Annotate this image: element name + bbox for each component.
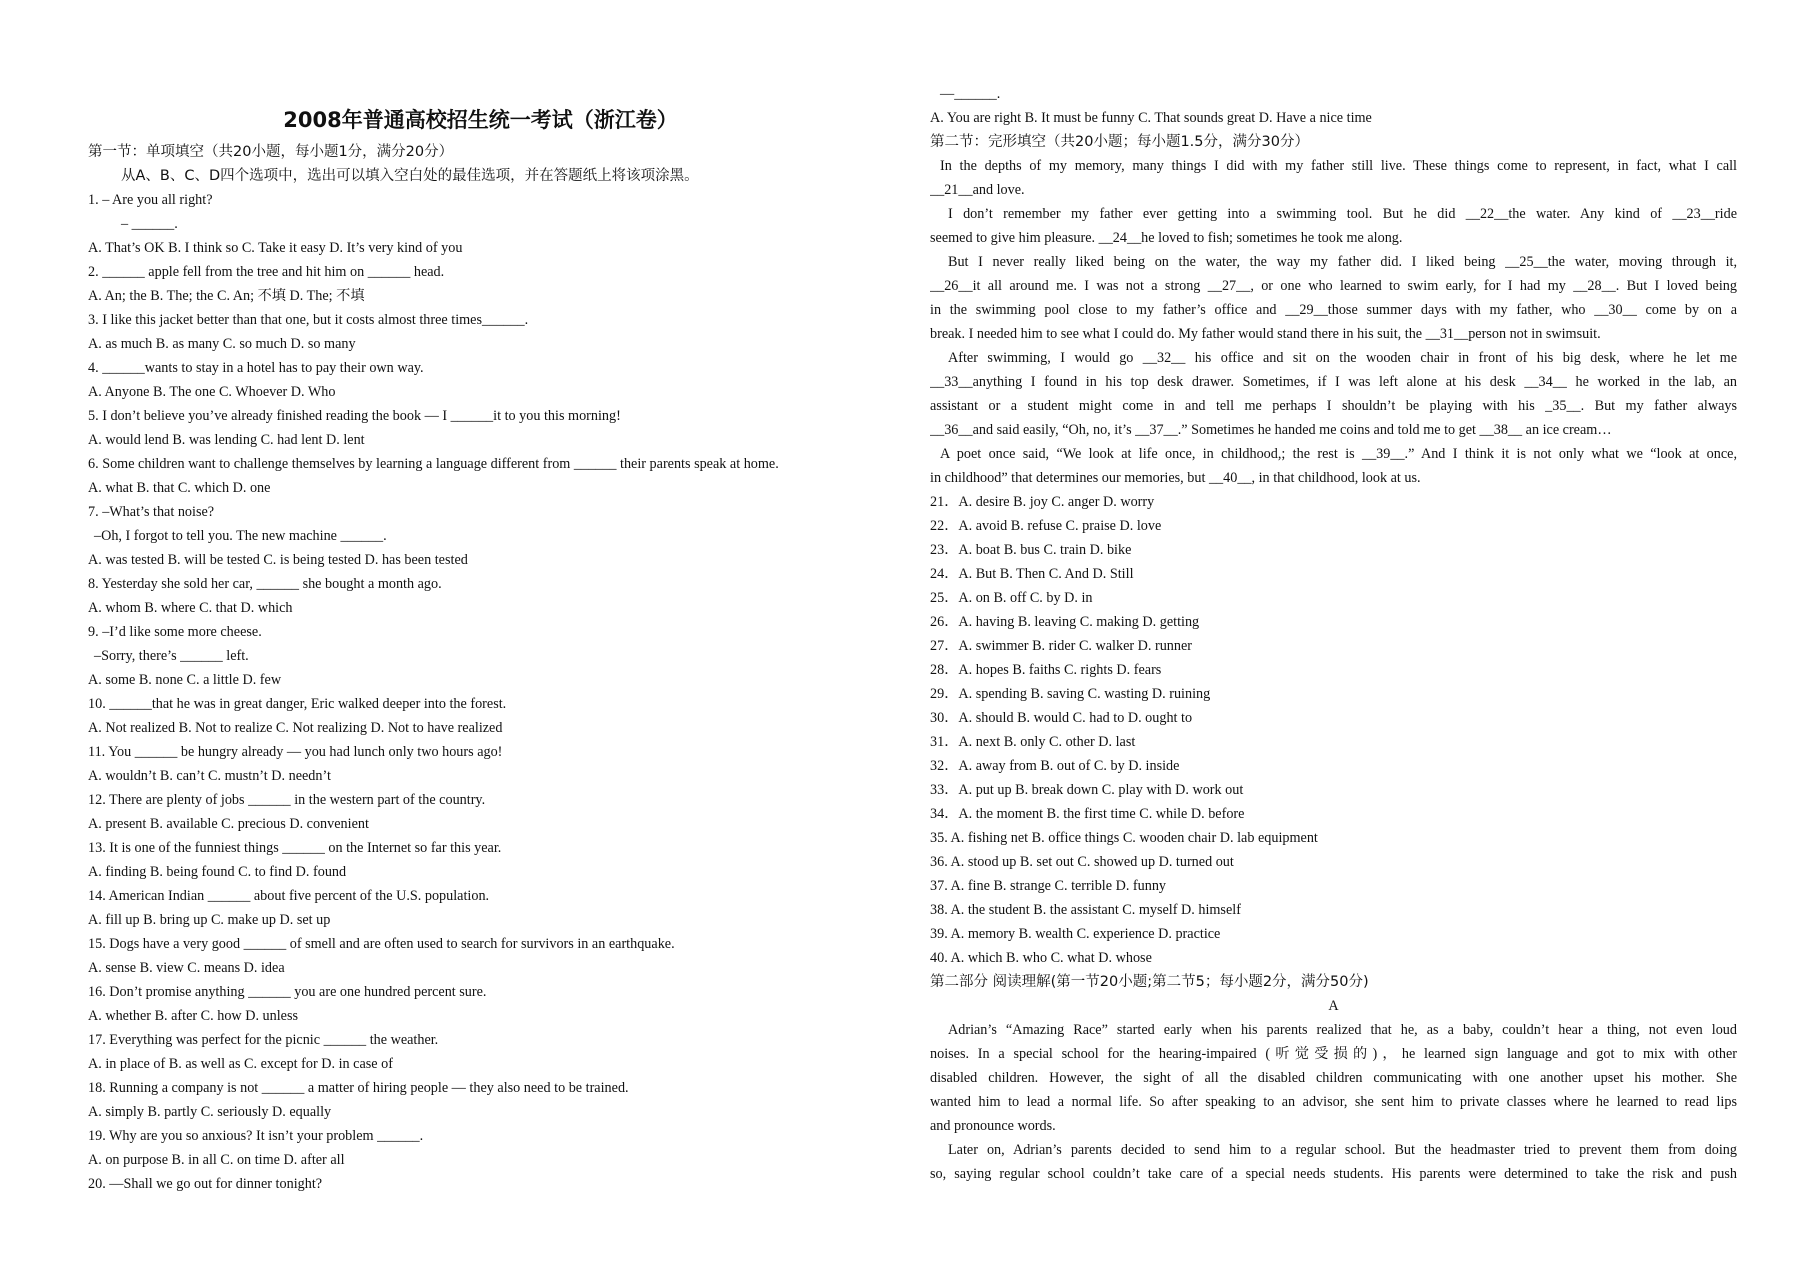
cloze-options-list: [930, 490, 1737, 970]
options-line: A. simply B. partly C. seriously D. equally: [88, 1104, 332, 1120]
cloze-option-line: 22．A. avoid B. refuse C. praise D. love: [930, 518, 1162, 534]
reading-passage: [930, 1018, 1737, 1186]
options-line: A. was tested B. will be tested C. is being tested D. has been tested: [88, 552, 468, 568]
options-line: A. on purpose B. in all C. on time D. after all: [88, 1152, 345, 1168]
exam-title: 2008年普通高校招生统一考试（浙江卷）: [283, 108, 678, 132]
options-line: A. finding B. being found C. to find D. found: [88, 864, 347, 880]
passage-line: __33__anything I found in his top desk drawer. Sometimes, if I was left alone at his desk __34__ he worked in the lab, an: [930, 374, 1737, 390]
section-1-instruction: 从A、B、C、D四个选项中，选出可以填入空白处的最佳选项，并在答题纸上将该项涂黑。: [121, 168, 699, 184]
options-line: A. in place of B. as well as C. except for D. in case of: [88, 1056, 393, 1072]
reading-line: disabled children. However, the sight of all the disabled children communicating with one another upset his mother. She: [930, 1070, 1737, 1086]
cloze-option-line: 39. A. memory B. wealth C. experience D. practice: [930, 926, 1221, 942]
left-column: [88, 100, 873, 1196]
part-2-header: 第二部分 阅读理解(第一节20小题;第二节5；每小题2分，满分50分): [930, 974, 1369, 990]
section-1-header: 第一节：单项填空（共20小题，每小题1分，满分20分）: [88, 144, 454, 160]
options-line: A. Anyone B. The one C. Whoever D. Who: [88, 384, 336, 400]
passage-line: in the swimming pool close to my father’s office and __29__those summer days with my father, who __30__ come by on a: [930, 302, 1737, 318]
options-line: A. present B. available C. precious D. convenient: [88, 816, 369, 832]
question-line: 17. Everything was perfect for the picnic ______ the weather.: [88, 1032, 439, 1048]
question-line: 5. I don’t believe you’ve already finished reading the book — I ______it to you this morning!: [88, 408, 621, 424]
options-line: A. whether B. after C. how D. unless: [88, 1008, 299, 1024]
passage-line: assistant or a student might come in and tell me perhaps I shouldn’t be playing with his _35__. But my father always: [930, 398, 1737, 414]
passage-line: __26__it all around me. I was not a strong __27__, or one who learned to swim early, for I had my __28__. But I loved being: [930, 278, 1737, 294]
options-line: A. sense B. view C. means D. idea: [88, 960, 285, 976]
question-line: –Oh, I forgot to tell you. The new machine ______.: [94, 528, 387, 544]
reading-line: noises. In a special school for the hearing-impaired (听觉受损的)，he learned sign language and got to mix with other: [930, 1046, 1737, 1062]
question-line: 14. American Indian ______ about five percent of the U.S. population.: [88, 888, 490, 904]
passage-line: __21__and love.: [930, 182, 1025, 198]
question-line: 16. Don’t promise anything ______ you are one hundred percent sure.: [88, 984, 487, 1000]
cloze-option-line: 34．A. the moment B. the first time C. while D. before: [930, 806, 1245, 822]
question-line: 9. –I’d like some more cheese.: [88, 624, 262, 640]
cloze-option-line: 38. A. the student B. the assistant C. myself D. himself: [930, 902, 1241, 918]
question-line: 3. I like this jacket better than that one, but it costs almost three times______.: [88, 312, 529, 328]
passage-line: But I never really liked being on the water, the way my father did. I liked being __25__the water, moving through it,: [948, 254, 1737, 270]
cloze-option-line: 32．A. away from B. out of C. by D. inside: [930, 758, 1180, 774]
cloze-option-line: 36. A. stood up B. set out C. showed up D. turned out: [930, 854, 1234, 870]
question-line: 6. Some children want to challenge themselves by learning a language different from ______ their parents speak at home.: [88, 456, 779, 472]
cloze-option-line: 28．A. hopes B. faiths C. rights D. fears: [930, 662, 1162, 678]
question-line: 11. You ______ be hungry already — you had lunch only two hours ago!: [88, 744, 503, 760]
question-line: 19. Why are you so anxious? It isn’t your problem ______.: [88, 1128, 424, 1144]
question-line: 13. It is one of the funniest things ______ on the Internet so far this year.: [88, 840, 502, 856]
question-line: 18. Running a company is not ______ a matter of hiring people — they also need to be trained.: [88, 1080, 629, 1096]
options-line: A. some B. none C. a little D. few: [88, 672, 282, 688]
question-line: – ______.: [121, 216, 178, 232]
options-line: A. An; the B. The; the C. An; 不填 D. The; 不填: [88, 288, 365, 304]
cloze-option-line: 30．A. should B. would C. had to D. ought to: [930, 710, 1193, 726]
reading-line: Later on, Adrian’s parents decided to send him to a regular school. But the headmaster tried to prevent them from doing: [948, 1142, 1737, 1158]
cloze-option-line: 37. A. fine B. strange C. terrible D. funny: [930, 878, 1167, 894]
passage-line: After swimming, I would go __32__ his office and sit on the wooden chair in front of his big desk, where he let me: [948, 350, 1737, 366]
passage-line: __36__and said easily, “Oh, no, it’s __37__.” Sometimes he handed me coins and told me to get __38__ an ice cream…: [930, 422, 1612, 438]
passage-line: seemed to give him pleasure. __24__he loved to fish; sometimes he took me along.: [930, 230, 1403, 246]
q20-options: A. You are right B. It must be funny C. That sounds great D. Have a nice time: [930, 110, 1372, 126]
reading-line: and pronounce words.: [930, 1118, 1056, 1134]
passage-line: In the depths of my memory, many things I did with my father still live. These things come to represent, in fact, what I call: [940, 158, 1737, 174]
cloze-option-line: 33．A. put up B. break down C. play with D. work out: [930, 782, 1244, 798]
cloze-option-line: 29．A. spending B. saving C. wasting D. ruining: [930, 686, 1211, 702]
question-line: 1. – Are you all right?: [88, 192, 213, 208]
cloze-option-line: 24．A. But B. Then C. And D. Still: [930, 566, 1134, 582]
q20-answer-blank: —______.: [940, 86, 1001, 102]
passage-line: I don’t remember my father ever getting into a swimming tool. But he did __22__the water. Any kind of __23__ride: [948, 206, 1737, 222]
question-line: 15. Dogs have a very good ______ of smell and are often used to search for survivors in an earthquake.: [88, 936, 675, 952]
question-line: 7. –What’s that noise?: [88, 504, 215, 520]
options-line: A. wouldn’t B. can’t C. mustn’t D. needn’t: [88, 768, 331, 784]
passage-line: break. I needed him to see what I could do. My father would stand there in his suit, the __31__person not in swimsuit.: [930, 326, 1601, 342]
question-line: –Sorry, there’s ______ left.: [94, 648, 249, 664]
passage-line: A poet once said, “We look at life once, in childhood,; the rest is __39__.” And I think it is not only what we “look at once,: [940, 446, 1737, 462]
reading-line: wanted him to lead a normal life. So after speaking to an advisor, she sent him to private classes where he learned to read lips: [930, 1094, 1737, 1110]
options-line: A. fill up B. bring up C. make up D. set up: [88, 912, 331, 928]
question-line: 4. ______wants to stay in a hotel has to pay their own way.: [88, 360, 424, 376]
question-line: 8. Yesterday she sold her car, ______ she bought a month ago.: [88, 576, 442, 592]
question-line: 12. There are plenty of jobs ______ in the western part of the country.: [88, 792, 486, 808]
options-line: A. what B. that C. which D. one: [88, 480, 271, 496]
cloze-option-line: 40. A. which B. who C. what D. whose: [930, 950, 1152, 966]
cloze-passage: [930, 154, 1737, 490]
cloze-option-line: 35. A. fishing net B. office things C. wooden chair D. lab equipment: [930, 830, 1318, 846]
options-line: A. whom B. where C. that D. which: [88, 600, 293, 616]
reading-line: Adrian’s “Amazing Race” started early when his parents realized that he, as a baby, couldn’t hear a thing, not even loud: [948, 1022, 1737, 1038]
reading-passage-label: A: [1328, 998, 1339, 1014]
cloze-option-line: 31．A. next B. only C. other D. last: [930, 734, 1136, 750]
passage-line: in childhood” that determines our memories, but __40__, in that childhood, look at us.: [930, 470, 1421, 486]
cloze-option-line: 21．A. desire B. joy C. anger D. worry: [930, 494, 1155, 510]
question-line: 2. ______ apple fell from the tree and hit him on ______ head.: [88, 264, 445, 280]
cloze-option-line: 26．A. having B. leaving C. making D. getting: [930, 614, 1200, 630]
reading-line: so, saying regular school couldn’t take care of a special needs students. His parents were determined to take the risk and push: [930, 1166, 1737, 1182]
question-line: 10. ______that he was in great danger, Eric walked deeper into the forest.: [88, 696, 507, 712]
right-column: [930, 82, 1737, 1186]
options-line: A. That’s OK B. I think so C. Take it easy D. It’s very kind of you: [88, 240, 463, 256]
cloze-option-line: 25．A. on B. off C. by D. in: [930, 590, 1093, 606]
section-2-header: 第二节：完形填空（共20小题；每小题1.5分，满分30分）: [930, 134, 1309, 150]
options-line: A. Not realized B. Not to realize C. Not realizing D. Not to have realized: [88, 720, 503, 736]
cloze-option-line: 23．A. boat B. bus C. train D. bike: [930, 542, 1132, 558]
single-choice-questions: [88, 188, 873, 1196]
question-line: 20. —Shall we go out for dinner tonight?: [88, 1176, 323, 1192]
options-line: A. would lend B. was lending C. had lent D. lent: [88, 432, 365, 448]
options-line: A. as much B. as many C. so much D. so many: [88, 336, 356, 352]
cloze-option-line: 27．A. swimmer B. rider C. walker D. runner: [930, 638, 1193, 654]
